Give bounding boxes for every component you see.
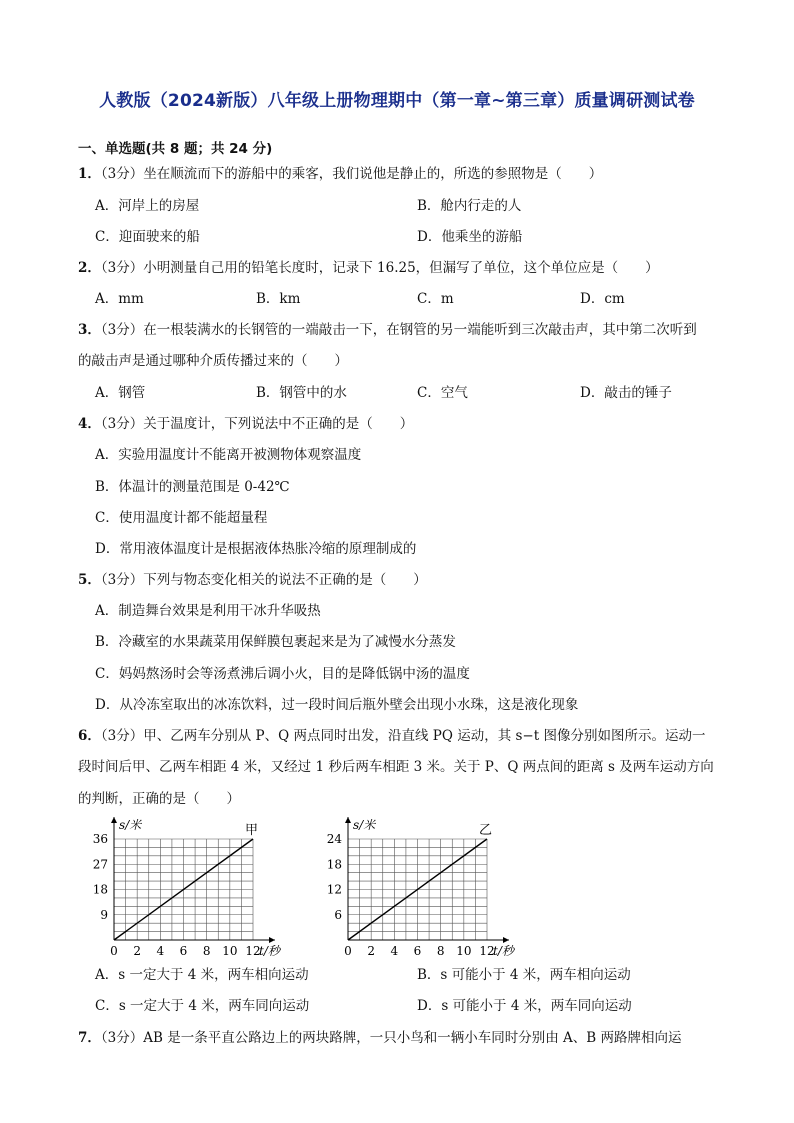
option-b: B．km bbox=[256, 291, 301, 307]
option-d: D．cm bbox=[580, 291, 625, 307]
series-label: 甲 bbox=[245, 823, 259, 838]
option-a: A．钢管 bbox=[95, 385, 146, 401]
option-b: B．s 可能小于 4 米，两车相向运动 bbox=[417, 967, 631, 983]
series-label: 乙 bbox=[479, 823, 493, 838]
option-c: C．迎面驶来的船 bbox=[95, 229, 200, 245]
question-text: （3分）关于温度计，下列说法中不正确的是（ ） bbox=[100, 416, 414, 432]
question-number: 6． bbox=[78, 728, 101, 744]
y-tick-label: 9 bbox=[100, 907, 108, 922]
y-tick-label: 12 bbox=[326, 882, 342, 897]
option-d: D．敲击的锤子 bbox=[580, 385, 672, 401]
y-axis-label: s/米 bbox=[119, 818, 142, 832]
question-text: （3分）AB 是一条平直公路边上的两块路牌，一只小鸟和一辆小车同时分别由 A、B 两路牌相向运 bbox=[100, 1030, 682, 1046]
x-tick-label: 4 bbox=[156, 944, 165, 958]
s-t-graph-yi bbox=[322, 813, 522, 963]
question-text: （3分）下列与物态变化相关的说法不正确的是（ ） bbox=[100, 572, 427, 588]
option-d: D．从冷冻室取出的冰冻饮料，过一段时间后瓶外壁会出现小水珠，这是液化现象 bbox=[95, 697, 579, 713]
x-tick-label: 8 bbox=[202, 944, 211, 958]
option-d: D．常用液体温度计是根据液体热胀冷缩的原理制成的 bbox=[95, 541, 417, 557]
question-number: 5． bbox=[78, 572, 101, 588]
y-tick-label: 6 bbox=[334, 907, 342, 922]
question-number: 7． bbox=[78, 1030, 101, 1046]
y-axis-label: s/米 bbox=[353, 818, 376, 832]
option-a: A．s 一定大于 4 米，两车相向运动 bbox=[95, 967, 309, 983]
x-tick-label: 12 bbox=[245, 944, 261, 958]
question-number: 2． bbox=[78, 260, 101, 276]
option-d: D．s 可能小于 4 米，两车同向运动 bbox=[417, 998, 632, 1014]
option-a: A．mm bbox=[95, 291, 144, 307]
option-a: A．实验用温度计不能离开被测物体观察温度 bbox=[95, 447, 362, 463]
page-title: 人教版（2024新版）八年级上册物理期中（第一章~第三章）质量调研测试卷 bbox=[99, 91, 695, 111]
x-tick-label: 4 bbox=[390, 944, 399, 958]
question-text-cont: 段时间后甲、乙两车相距 4 米，又经过 1 秒后两车相距 3 米。关于 P、Q 两点间的距离 s 及两车运动方向 bbox=[78, 759, 714, 775]
question-text: （3分）坐在顺流而下的游船中的乘客，我们说他是静止的，所选的参照物是（ ） bbox=[100, 166, 603, 182]
option-b: B．钢管中的水 bbox=[256, 385, 347, 401]
option-c: C．使用温度计都不能超量程 bbox=[95, 510, 268, 526]
y-tick-label: 36 bbox=[92, 832, 108, 846]
y-tick-label: 27 bbox=[92, 857, 108, 872]
option-c: C．s 一定大于 4 米，两车同向运动 bbox=[95, 998, 310, 1014]
x-axis-label: t/秒 bbox=[493, 944, 514, 958]
x-tick-label: 6 bbox=[413, 944, 422, 958]
x-tick-label: 0 bbox=[344, 944, 352, 958]
y-tick-label: 18 bbox=[326, 857, 342, 872]
x-tick-label: 12 bbox=[479, 944, 495, 958]
option-c: C．m bbox=[417, 291, 454, 307]
question-number: 4． bbox=[78, 416, 101, 432]
question-4 bbox=[78, 415, 413, 433]
x-tick-label: 8 bbox=[436, 944, 445, 958]
question-5 bbox=[78, 571, 427, 589]
x-tick-label: 10 bbox=[456, 944, 472, 958]
question-6 bbox=[78, 727, 705, 745]
x-axis-arrow bbox=[269, 937, 275, 943]
x-tick-label: 6 bbox=[179, 944, 188, 958]
y-tick-label: 18 bbox=[92, 882, 108, 897]
y-tick-label: 24 bbox=[326, 832, 342, 846]
question-1 bbox=[78, 165, 602, 183]
question-3 bbox=[78, 321, 697, 339]
question-text-cont: 的敲击声是通过哪种介质传播过来的（ ） bbox=[78, 353, 348, 369]
section-heading: 一、单选题(共 8 题；共 24 分) bbox=[78, 141, 273, 157]
option-c: C．空气 bbox=[417, 385, 468, 401]
option-c: C．妈妈熬汤时会等汤煮沸后调小火，目的是降低锅中汤的温度 bbox=[95, 666, 470, 682]
option-d: D．他乘坐的游船 bbox=[417, 229, 523, 245]
s-t-graph-jia bbox=[88, 813, 288, 963]
option-a: A．制造舞台效果是利用干冰升华吸热 bbox=[95, 603, 321, 619]
question-2 bbox=[78, 259, 659, 277]
option-b: B．冷藏室的水果蔬菜用保鲜膜包裹起来是为了减慢水分蒸发 bbox=[95, 634, 456, 650]
question-number: 3． bbox=[78, 322, 101, 338]
y-axis-arrow bbox=[345, 817, 351, 823]
x-tick-label: 10 bbox=[222, 944, 238, 958]
question-text: （3分）甲、乙两车分别从 P、Q 两点同时出发，沿直线 PQ 运动，其 s−t 图像分别如图所示。运动一 bbox=[100, 728, 706, 744]
option-b: B．舱内行走的人 bbox=[417, 198, 522, 214]
x-axis-label: t/秒 bbox=[259, 944, 280, 958]
question-text: （3分）在一根装满水的长钢管的一端敲击一下，在钢管的另一端能听到三次敲击声，其中第二次听到 bbox=[100, 322, 697, 338]
y-axis-arrow bbox=[111, 817, 117, 823]
option-b: B．体温计的测量范围是 0-42℃ bbox=[95, 479, 290, 495]
question-text: （3分）小明测量自己用的铅笔长度时，记录下 16.25，但漏写了单位，这个单位应是（ ） bbox=[100, 260, 659, 276]
x-axis-arrow bbox=[503, 937, 509, 943]
x-tick-label: 2 bbox=[367, 944, 375, 958]
question-text-cont: 的判断，正确的是（ ） bbox=[78, 791, 240, 807]
x-tick-label: 0 bbox=[110, 944, 118, 958]
question-7 bbox=[78, 1029, 681, 1047]
option-a: A．河岸上的房屋 bbox=[95, 198, 200, 214]
question-number: 1． bbox=[78, 166, 101, 182]
x-tick-label: 2 bbox=[133, 944, 141, 958]
